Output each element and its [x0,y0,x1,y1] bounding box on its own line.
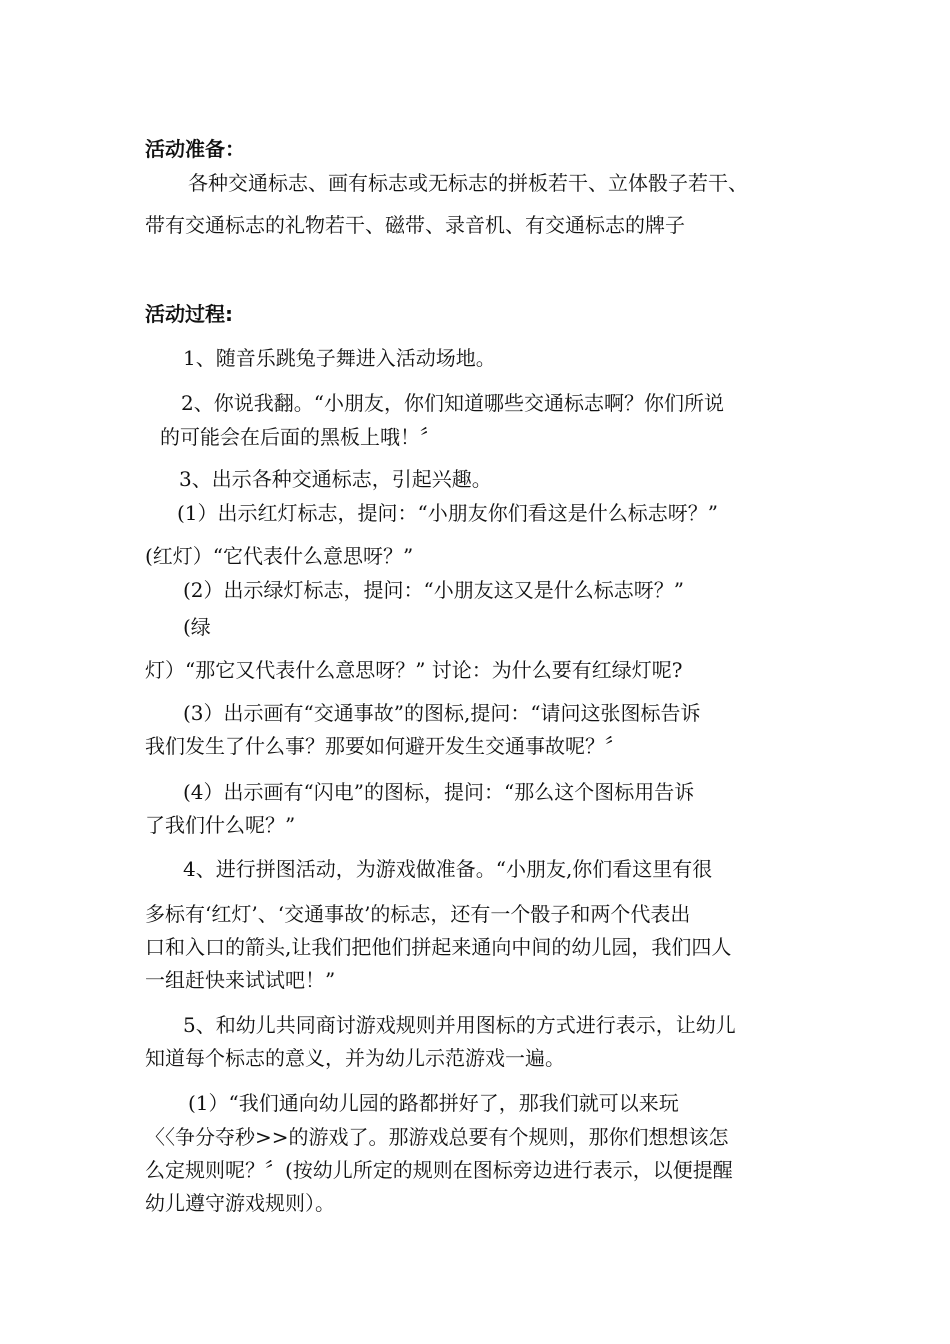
prep-line: 各种交通标志、画有标志或无标志的拼板若干、立体骰子若干、 [188,171,748,195]
paragraph-line: 么定规则呢？〞(按幼儿所定的规则在图标旁边进行表示，以便提醒 [145,1158,733,1182]
paragraph-line: 口和入口的箭头,让我们把他们拼起来通向中间的幼儿园，我们四人 [145,935,732,959]
paragraph-line: 一组赶快来试试吧！” [145,968,336,992]
prep-line: 带有交通标志的礼物若干、磁带、录音机、有交通标志的牌子 [145,213,685,237]
paragraph-line: (1）出示红灯标志，提问：“小朋友你们看这是什么标志呀？” [177,501,718,525]
paragraph-line: (红灯）“它代表什么意思呀？” [145,544,414,568]
process-heading: 活动过程: [145,302,233,326]
paragraph-line: 灯）“那它又代表什么意思呀？” 讨论：为什么要有红绿灯呢? [145,658,683,682]
paragraph-line: (4）出示画有“闪电”的图标，提问：“那么这个图标用告诉 [183,780,695,804]
prep-heading: 活动准备： [145,137,245,161]
paragraph-line: 4、进行拼图活动，为游戏做准备。“小朋友,你们看这里有很 [183,857,713,881]
paragraph-line: 1、随音乐跳兔子舞进入活动场地。 [183,346,496,370]
paragraph-line: 2、你说我翻。“小朋友，你们知道哪些交通标志啊？你们所说 [181,391,724,415]
paragraph-line: (绿 [183,615,211,639]
paragraph-line: (2）出示绿灯标志，提问：“小朋友这又是什么标志呀？” [183,578,684,602]
paragraph-line: 知道每个标志的意义，并为幼儿示范游戏一遍。 [145,1046,565,1070]
paragraph-line: 3、出示各种交通标志，引起兴趣。 [179,467,492,491]
paragraph-line: 多标有‘红灯’、‘交通事故’的标志，还有一个骰子和两个代表出 [145,902,691,926]
paragraph-line: 〈〈争分夺秒>>的游戏了。那游戏总要有个规则，那你们想想该怎 [145,1125,729,1149]
paragraph-line: 幼儿遵守游戏规则）。 [145,1191,335,1215]
paragraph-line: 我们发生了什么事？那要如何避开发生交通事故呢？〞 [145,734,625,758]
paragraph-line: 的可能会在后面的黑板上哦！〞 [160,425,440,449]
paragraph-line: (1）“我们通向幼儿园的路都拼好了，那我们就可以来玩 [188,1091,679,1115]
paragraph-line: (3）出示画有“交通事故”的图标,提问：“请问这张图标告诉 [183,701,701,725]
paragraph-line: 5、和幼儿共同商讨游戏规则并用图标的方式进行表示，让幼儿 [183,1013,736,1037]
paragraph-line: 了我们什么呢？” [145,813,296,837]
